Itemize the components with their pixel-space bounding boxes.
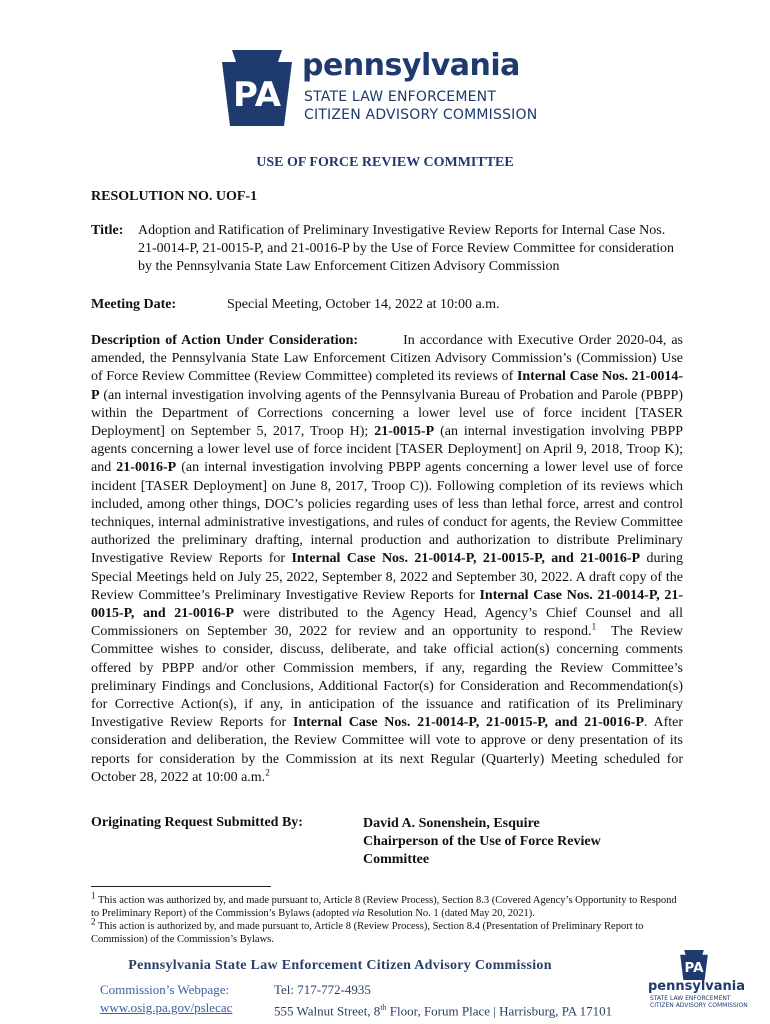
description-text-2: (an internal investigation involving agents of the Pennsylvania Bureau of Probation and Parole (PBPP) within the Department of Corrections concerning a lower level use of force incident [TASER Deployment] on September 5, 2017, Troop H); [91,387,683,440]
case-ref-1: Internal Case Nos. 21-0014-P [91,369,684,403]
footer-keystone-icon [679,950,709,980]
title-text: Adoption and Ratification of Preliminary Investigative Review Reports for Internal Case Nos. 21-0014-P, 21-0015-P, and 21-0016-P by the Use of Force Review Committee for consideration by the Pennsylvania State Law Enforcement Citizen Advisory Commission [138,223,675,274]
footer-web-link[interactable]: www.osig.pa.gov/pslecac [100,1000,233,1015]
case-refs-b: Internal Case Nos. 21-0014-P, 21-0015-P, and 21-0016-P [91,587,683,622]
meeting-date-label: Meeting Date: [91,297,177,312]
description-text-1: In accordance with Executive Order 2020-04, as amended, the Pennsylvania State Law Enforcement Citizen Advisory Commission’s (Commission) Use of Force Review Committee (Review Committee) completed its reviews of [91,333,684,385]
footer-address-b: Floor, Forum Place | Harrisburg, PA 17101 [389,1003,613,1019]
signer-block [363,815,653,869]
originating-label: Originating Request Submitted By: [91,815,303,830]
footnote-ref-2[interactable]: 2 [265,767,270,778]
footer-address-a: 555 Walnut Street, 8 [274,1003,381,1019]
footer-organization: Pennsylvania State Law Enforcement Citizen Advisory Commission [128,958,552,973]
footer-logo [642,950,752,1016]
description-text-3: (an internal investigation involving PBPP agents concerning a lower level use of force incident [TASER Deployment] on April 9, 2018, Troop K); and [91,424,684,476]
resolution-number: RESOLUTION NO. UOF-1 [91,189,258,204]
logo-line-1: STATE LAW ENFORCEMENT [304,89,497,105]
header-logo [222,48,552,128]
footer-address [274,999,612,1020]
logo-line-2: CITIZEN ADVISORY COMMISSION [304,107,538,123]
footnote-1-via: via [351,908,365,919]
logo-initials: PA [232,75,282,115]
footer-contact [274,981,612,1020]
footnote-1-number: 1 [91,890,96,901]
footer-phone: Tel: 717-772-4935 [274,982,371,997]
footnote-1-text-b: Resolution No. 1 (dated May 20, 2021). [367,908,535,919]
footer-logo-wordmark: pennsylvania [648,979,746,994]
footer-webpage [100,981,232,1017]
description-text-6: were distributed to the Agency Head, Agency’s Chief Counsel and all Commissioners on September 30, 2022 for review and an opportunity to respond. [91,606,683,640]
footnote-2-text: This action is authorized by, and made pursuant to, Article 8 (Review Process), Section 8.4 (Presentation of Preliminary Report to Commission) of the Commission’s Bylaws. [91,921,644,945]
description-text-7: The Review Committee wishes to consider, discuss, deliberate, and take official action(s) concerning comments offered by PBPP and/or other Commission members, if any, regarding the Review Committee’s preliminary Findings and Conclusions, Additional Factor(s) for Consideration and Recommendation(s) for Corrective Action(s), if any, in anticipation of the issuance and ratification of its Preliminary Investigative Review Reports for [91,624,684,731]
description-text-5: during Special Meetings held on July 25, 2022, September 8, 2022 and September 30, 2022. A draft copy of the Review Committee’s Preliminary Investigative Review Reports for [91,551,684,603]
description-text-8: . After consideration and deliberation, the Review Committee will vote to approve or deny presentation of its reports for consideration by the Commission at its next Regular (Quarterly) Meeting scheduled for October 28, 2022 at 10:00 a.m. [91,715,684,785]
description-label: Description of Action Under Consideration: [91,333,359,348]
meeting-date-value: Special Meeting, October 14, 2022 at 10:00 a.m. [227,297,500,312]
footer-logo-line-2: CITIZEN ADVISORY COMMISSION [650,1002,748,1009]
case-refs-c: Internal Case Nos. 21-0014-P, 21-0015-P, and 21-0016-P [293,715,644,731]
footnote-ref-1[interactable]: 1 [591,621,597,632]
keystone-logo-icon [222,50,292,126]
footer-logo-initials: PA [684,961,704,977]
footer-address-sup: th [380,1003,387,1012]
case-ref-2: 21-0015-P [374,424,435,440]
meeting-date [91,297,500,313]
logo-wordmark: pennsylvania [302,48,520,83]
footnote-1-text-a: This action was authorized by, and made pursuant to, Article 8 (Review Process), Section 8.3 (Covered Agency’s Opportunity to Respond to Preliminary Report) of the Commission’s Bylaws (adopted [91,895,677,919]
footnote-1 [91,890,683,920]
description-paragraph [91,332,683,787]
title-label: Title: [91,223,124,238]
committee-heading: USE OF FORCE REVIEW COMMITTEE [256,155,514,170]
signer-name: David A. Sonenshein, Esquire [363,816,540,831]
footer-web-label: Commission’s Webpage: [100,982,230,997]
description-text-4: (an internal investigation involving PBPP agents concerning a lower level use of force incident [TASER Deployment] on June 8, 2017, Troop C)). Following completion of its reviews which included, among other things, DOC’s policies regarding uses of less than lethal force, arrest and control techniques, internal administrative investigations, and rules of conduct for agents, the Review Committee authorized the preliminary drafting, internal production and authorization to distribute Preliminary Investigative Review Reports for [91,460,684,567]
footnote-2-number: 2 [91,916,96,927]
case-refs-a: Internal Case Nos. 21-0014-P, 21-0015-P, and 21-0016-P [291,551,641,567]
footer-logo-line-1: STATE LAW ENFORCEMENT [650,995,731,1002]
footnote-divider [91,886,271,887]
signer-role: Chairperson of the Use of Force Review Committee [363,834,601,867]
footnote-2 [91,916,683,946]
case-ref-3: 21-0016-P [116,460,177,476]
